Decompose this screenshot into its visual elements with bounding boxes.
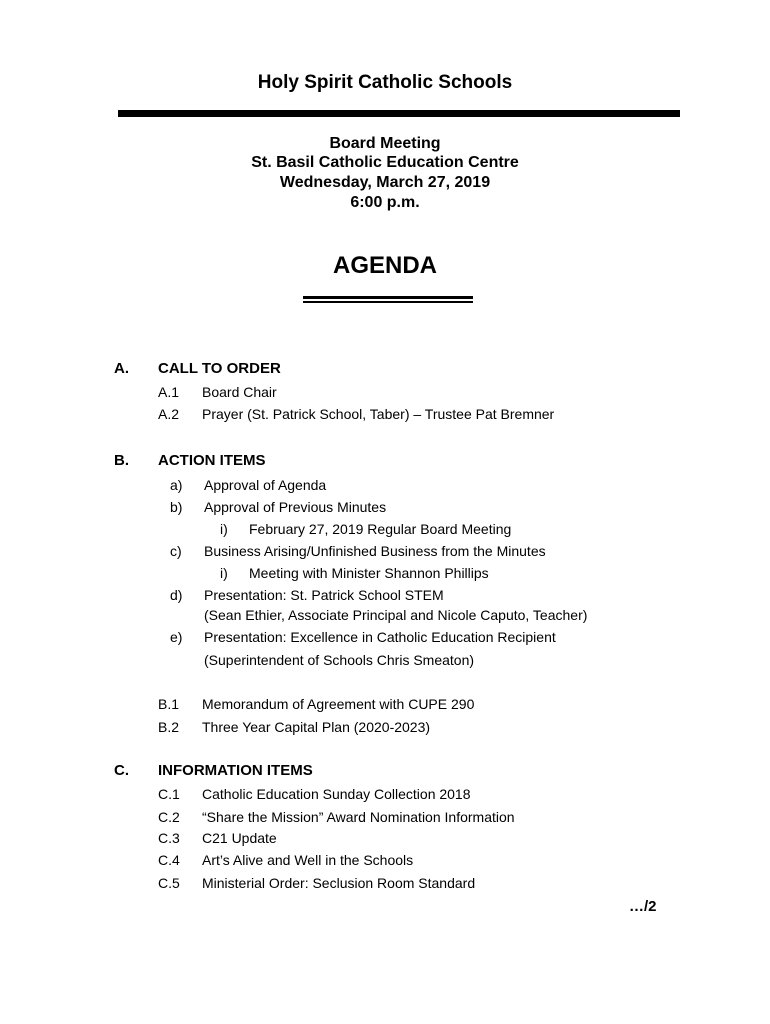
item-number: C.2 [158, 809, 180, 825]
lettered-item-text: Presentation: Excellence in Catholic Education Recipient [204, 629, 556, 645]
item-text: Three Year Capital Plan (2020-2023) [202, 719, 431, 735]
lettered-item-text: Business Arising/Unfinished Business from the Minutes [204, 543, 546, 559]
header-divider [118, 110, 680, 117]
sub-item-text: Meeting with Minister Shannon Phillips [249, 565, 489, 581]
item-text: Ministerial Order: Seclusion Room Standard [202, 875, 476, 891]
item-number: C.3 [158, 830, 180, 846]
meeting-date: Wednesday, March 27, 2019 [279, 174, 491, 191]
page-continuation: …/2 [629, 898, 657, 915]
item-number: C.1 [158, 786, 180, 802]
section-c-letter: C. [114, 762, 129, 779]
sub-item-label: i) [220, 565, 228, 581]
item-number: A.1 [158, 384, 180, 400]
section-b-letter: B. [114, 452, 129, 469]
lettered-item-label: a) [170, 477, 183, 493]
agenda-title: AGENDA [332, 252, 437, 279]
meeting-title: Board Meeting [329, 135, 441, 152]
item-number: B.2 [158, 719, 180, 735]
lettered-item-text: Approval of Previous Minutes [204, 499, 387, 515]
section-a-title: CALL TO ORDER [158, 360, 281, 377]
lettered-item-label: e) [170, 629, 183, 645]
lettered-item-text: Presentation: St. Patrick School STEM [204, 587, 444, 603]
item-text: C21 Update [202, 830, 277, 846]
lettered-item-text-continued: (Sean Ethier, Associate Principal and Nicole Caputo, Teacher) [204, 607, 588, 623]
agenda-underline [303, 296, 473, 299]
section-c-title: INFORMATION ITEMS [158, 762, 313, 779]
lettered-item-label: d) [170, 587, 183, 603]
item-number: C.5 [158, 875, 180, 891]
school-name: Holy Spirit Catholic Schools [257, 72, 513, 93]
item-number: C.4 [158, 852, 180, 868]
lettered-item-text-continued: (Superintendent of Schools Chris Smeaton) [204, 652, 475, 668]
sub-item-text: February 27, 2019 Regular Board Meeting [249, 521, 512, 537]
meeting-time: 6:00 p.m. [350, 194, 420, 211]
lettered-item-label: c) [170, 543, 182, 559]
item-text: Prayer (St. Patrick School, Taber) – Trustee Pat Bremner [202, 406, 555, 422]
sub-item-label: i) [220, 521, 228, 537]
item-text: “Share the Mission” Award Nomination Information [202, 809, 515, 825]
section-a-letter: A. [114, 360, 129, 377]
agenda-underline-secondary [303, 301, 473, 303]
item-number: A.2 [158, 406, 180, 422]
lettered-item-label: b) [170, 499, 183, 515]
item-text: Art’s Alive and Well in the Schools [202, 852, 414, 868]
meeting-location: St. Basil Catholic Education Centre [251, 154, 519, 171]
item-text: Catholic Education Sunday Collection 2018 [202, 786, 471, 802]
lettered-item-text: Approval of Agenda [204, 477, 327, 493]
item-text: Board Chair [202, 384, 277, 400]
item-number: B.1 [158, 696, 180, 712]
section-b-title: ACTION ITEMS [158, 452, 266, 469]
item-text: Memorandum of Agreement with CUPE 290 [202, 696, 475, 712]
